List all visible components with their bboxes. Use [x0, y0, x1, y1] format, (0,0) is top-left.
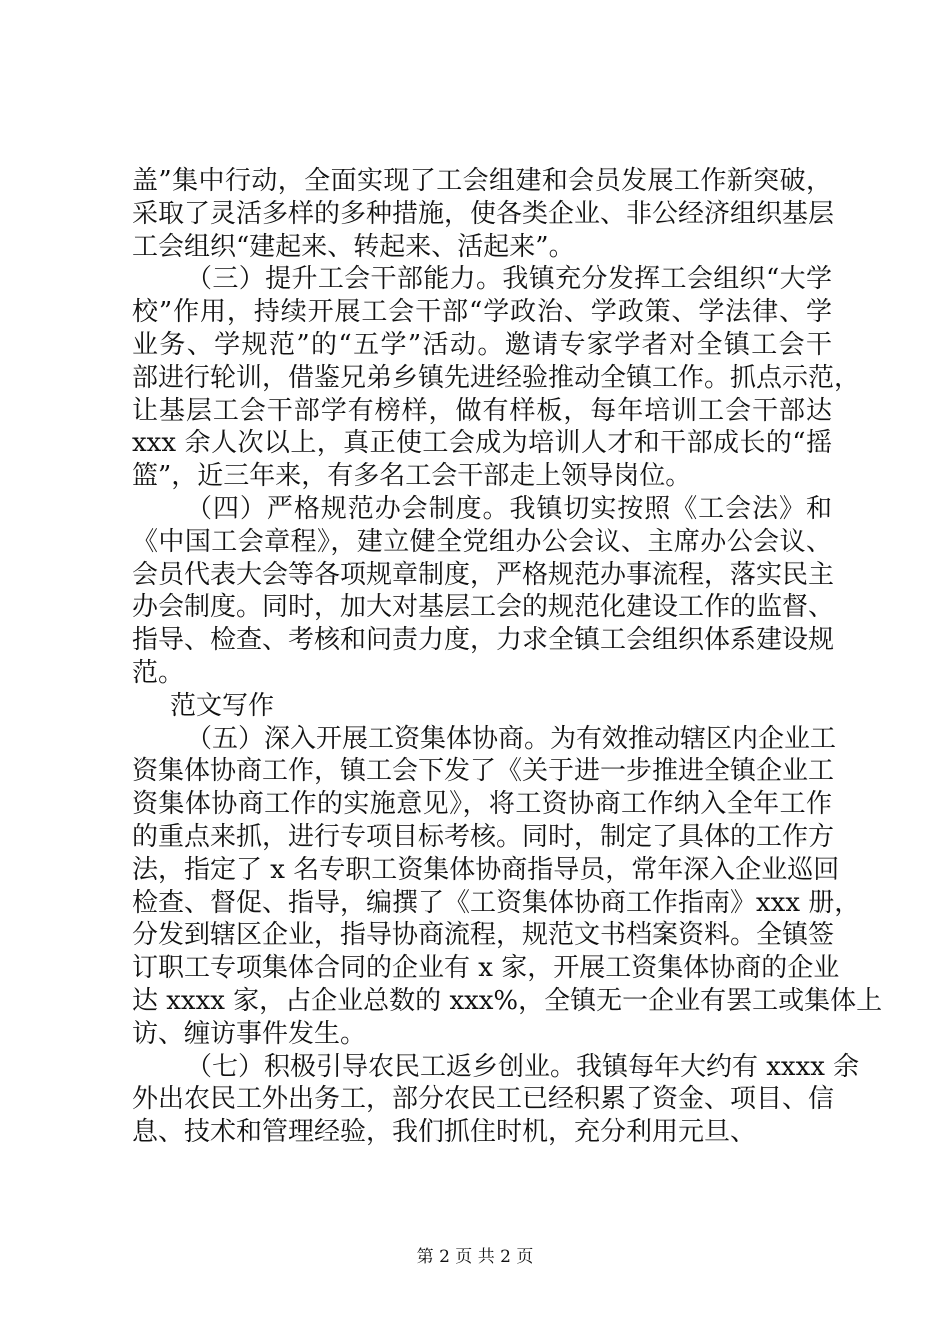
paragraph	[132, 493, 835, 690]
text-line: 法，指定了 x 名专职工资集体协商指导员，常年深入企业巡回	[132, 854, 840, 885]
text-line: 资集体协商工作的实施意见》，将工资协商工作纳入全年工作	[132, 789, 832, 820]
paragraph	[132, 690, 832, 723]
text-line: 达 xxxx 家，占企业总数的 xxx%，全镇无一企业有罢工或集体上	[132, 985, 883, 1016]
paragraph	[132, 723, 883, 1051]
text-line: 部进行轮训，借鉴兄弟乡镇先进经验推动全镇工作。抓点示范，	[132, 362, 861, 393]
text-line: 范文写作	[170, 690, 275, 721]
text-line: （三）提升工会干部能力。我镇充分发挥工会组织“大学	[186, 264, 832, 295]
text-line: 校”作用，持续开展工会干部“学政治、学政策、学法律、学	[132, 297, 832, 328]
text-line: 让基层工会干部学有榜样，做有样板，每年培训工会干部达	[132, 395, 832, 426]
text-line: 检查、督促、指导，编撰了《工资集体协商工作指南》xxx 册，	[132, 887, 861, 918]
page-footer: 第 2 页 共 2 页	[416, 1247, 534, 1267]
text-line: 息、技术和管理经验，我们抓住时机，充分利用元旦、	[132, 1117, 757, 1148]
text-line: 访、缠访事件发生。	[132, 1018, 367, 1049]
text-line: 盖”集中行动，全面实现了工会组建和会员发展工作新突破，	[132, 166, 832, 196]
paragraph	[132, 1051, 860, 1149]
text-line: 资集体协商工作，镇工会下发了《关于进一步推进全镇企业工	[132, 756, 835, 787]
text-line: 分发到辖区企业，指导协商流程，规范文书档案资料。全镇签	[132, 920, 835, 951]
text-line: 业务、学规范”的“五学”活动。邀请专家学者对全镇工会干	[132, 329, 832, 360]
text-line: （四）严格规范办会制度。我镇切实按照《工会法》和	[186, 493, 832, 524]
text-line: 《中国工会章程》，建立健全党组办公会议、主席办公会议、	[132, 526, 832, 557]
text-line: （五）深入开展工资集体协商。为有效推动辖区内企业工	[186, 723, 837, 754]
paragraph	[132, 165, 835, 263]
document-body	[132, 165, 883, 1149]
text-line: 的重点来抓，进行专项目标考核。同时，制定了具体的工作方	[132, 821, 835, 852]
paragraph	[132, 263, 861, 493]
text-line: 订职工专项集体合同的企业有 x 家，开展工资集体协商的企业	[132, 953, 840, 984]
text-line: 工会组织“建起来、转起来、活起来”。	[132, 231, 575, 262]
text-line: 外出农民工外出务工，部分农民工已经积累了资金、项目、信	[132, 1084, 835, 1115]
text-line: xxx 余人次以上，真正使工会成为培训人才和干部成长的“摇	[132, 428, 832, 459]
text-line: 范。	[132, 657, 185, 688]
text-line: （七）积极引导农民工返乡创业。我镇每年大约有 xxxx 余	[186, 1051, 860, 1082]
text-line: 采取了灵活多样的多种措施，使各类企业、非公经济组织基层	[132, 198, 835, 229]
text-line: 办会制度。同时，加大对基层工会的规范化建设工作的监督、	[132, 592, 835, 623]
text-line: 会员代表大会等各项规章制度，严格规范办事流程，落实民主	[132, 559, 835, 590]
text-line: 篮”，近三年来，有多名工会干部走上领导岗位。	[132, 461, 692, 492]
text-line: 指导、检查、考核和问责力度，力求全镇工会组织体系建设规	[132, 625, 835, 656]
